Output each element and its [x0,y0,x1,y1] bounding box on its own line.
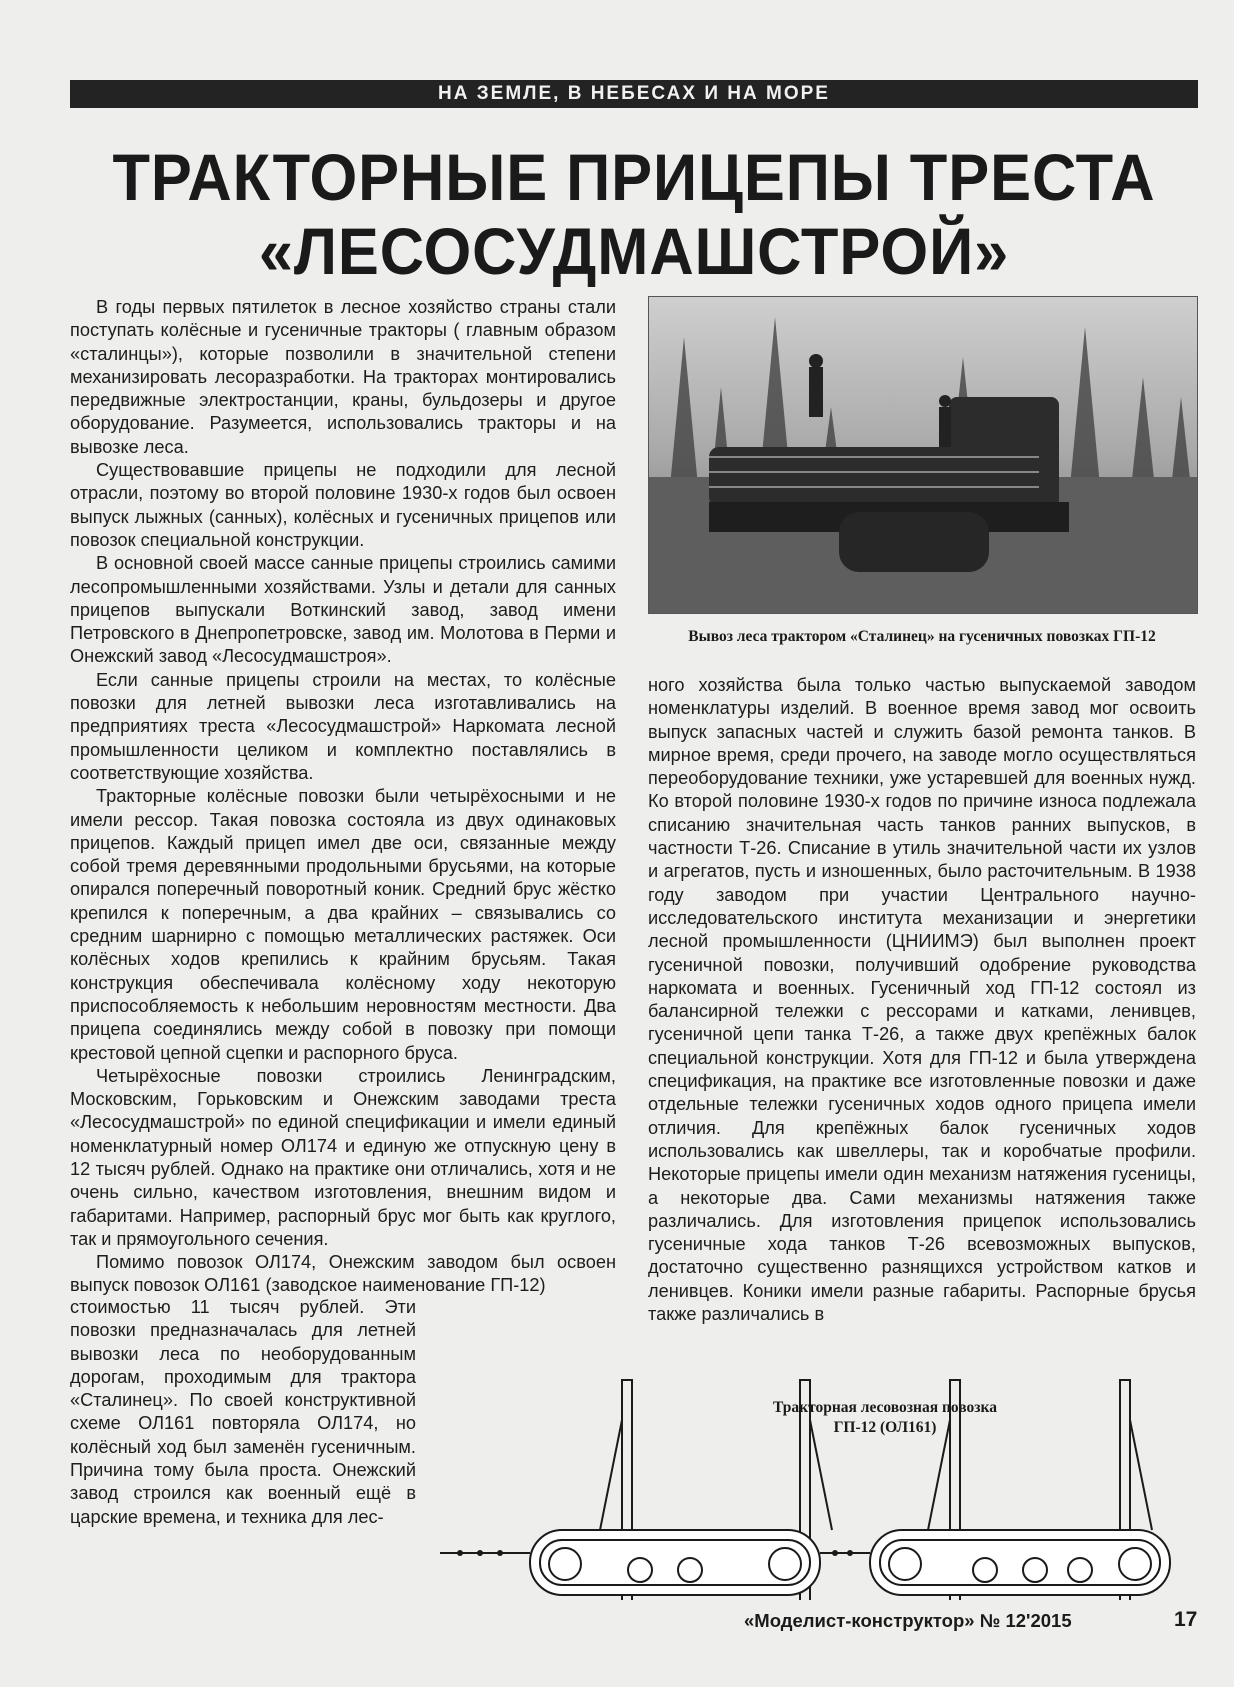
right-column [648,674,1196,1326]
left-column-narrow [70,1296,416,1529]
paragraph: В основной своей массе санные прицепы строились самими лесопромышленными хозяйствами. Узлы и детали для санных прицепов выпускали Воткинский завод, завод имени Петровского в Днепропетровске, завод им. Молотова в Перми и Онежский завод «Лесосудмашстроя». [70,553,616,667]
paragraph: Если санные прицепы строили на местах, то колёсные повозки для летней вывозки леса изготавливались на предприятиях треста «Лесосудмашстрой» Наркомата лесной промышленности целиком и комплектно поставлялись в соответствующие хозяйства. [70,669,616,783]
article-title [109,140,1158,288]
paragraph-continued: ного хозяйства была только частью выпускаемой заводом номенклатуры изделий. В военное время завод мог освоить выпуск запасных частей и служить базой ремонта танков. В мирное время, среди прочего, на заводе могло осуществляться переоборудование техники, уже устаревшей для военных нужд. Ко второй половине 1930-х годов по причине износа подлежала списанию значительная часть танков ранних выпусков, в частности Т-26. Списание в утиль значительной части их узлов и агрегатов, пусть и изношенных, было расточительным. В 1938 году заводом при участии Центрального научно-исследовательского института механизации и энергетики лесной промышленности (ЦНИИМЭ) был выполнен проект гусеничной повозки, получивший одобрение руководства наркомата и военных. Гусеничный ход ГП-12 состоял из балансирной тележки с рессорами и катками, ленивцев, гусеничной цепи танка Т-26, а также двух крепёжных балок специальной конструкции. Хотя для ГП-12 и была утверждена спецификация, на практике все изготовленные повозки и даже отдельные тележки гусеничных ходов одного прицепа имели отличия. Для крепёжных балок гусеничных ходов использовались как швеллеры, так и коробчатые профили. Некоторые прицепы имели один механизм натяжения гусеницы, а некоторые два. Сами механизмы натяжения также различались. Для изготовления прицепок использовались гусеничные хода танков Т-26 всевозможных выпусков, достаточно существенно разнящихся устройством катков и ленивцев. Коники имели разные габариты. Распорные брусья также различались в [648,675,1196,1325]
photo-tractor-logging [648,296,1198,614]
article-title-line2: «ЛЕСОСУДМАШСТРОЙ» [258,214,1010,288]
trailer-drawing [440,1340,1230,1600]
paragraph: В годы первых пятилеток в лесное хозяйство страны стали поступать колёсные и гусеничные тракторы ( главным образом «сталинцы»), которые позволили в значительной степени механизировать лесоразработки. На тракторах монтировались передвижные электростанции, краны, бульдозеры и другое оборудование. Разумеется, использовались тракторы и на вывозке леса. [70,297,616,457]
photo-illustration [649,297,1197,613]
footer-magazine-title: «Моделист-конструктор» № 12'2015 [744,1610,1072,1631]
drawing-caption-line1: Тракторная лесовозная повозка [773,1399,997,1416]
page-number: 17 [1174,1608,1198,1631]
drawing-caption-line2: ГП-12 (ОЛ161) [833,1419,937,1436]
paragraph: Помимо повозок ОЛ174, Онежским заводом был освоен выпуск повозок ОЛ161 (заводское наименование ГП-12) [70,1252,616,1296]
paragraph: Тракторные колёсные повозки были четырёхосными и не имели рессор. Такая повозка состояла из двух одинаковых прицепов. Каждый прицеп имел две оси, связанные между собой тремя деревянными продольными брусьями, на которые опирался поперечный поворотный коник. Средний брус жёстко крепился к поперечным, а два крайних – связывались со средним шарнирно с помощью металлических растяжек. Оси колёсных ходов крепились к крайним брусьям. Такая конструкция обеспечивала колёсному ходу некоторую приспособляемость к небольшим неровностям местности. Два прицепа соединялись между собой в повозку при помощи крестовой цепной сцепки и распорного бруса. [70,786,616,1063]
paragraph-continued: стоимостью 11 тысяч рублей. Эти повозки предназначалась для летней вывозки леса по необорудованным дорогам, проходимым для трактора «Сталинец». По своей конструктивной схеме ОЛ161 повторяла ОЛ174, но колёсный ход был заменён гусеничным. Причина тому была проста. Онежский завод строился как военный ещё в царские времена, и техника для лес- [70,1297,416,1527]
drawing-caption [740,1398,1030,1438]
left-column [70,296,616,1298]
photo-caption: Вывоз леса трактором «Сталинец» на гусеничных повозках ГП-12 [688,628,1156,645]
article-title-line1: ТРАКТОРНЫЕ ПРИЦЕПЫ ТРЕСТА [112,140,1156,214]
paragraph: Четырёхосные повозки строились Ленинградским, Московским, Горьковским и Онежским заводами треста «Лесосудмашстрой» по единой спецификации и имели единый номенклатурный номер ОЛ174 и единую же отпускную цену в 12 тысяч рублей. Однако на практике они отличались, хотя и не очень сильно, качеством изготовления, внешним видом и габаритами. Например, распорный брус мог быть как круглого, так и прямоугольного сечения. [70,1065,616,1249]
section-header: НА ЗЕМЛЕ, В НЕБЕСАХ И НА МОРЕ [70,80,1198,108]
paragraph: Существовавшие прицепы не подходили для лесной отрасли, поэтому во второй половине 1930-х годов был освоен выпуск лыжных (санных), колёсных и гусеничных прицепов или повозок специальной конструкции. [70,460,616,550]
technical-drawing-gp12 [440,1340,1230,1600]
